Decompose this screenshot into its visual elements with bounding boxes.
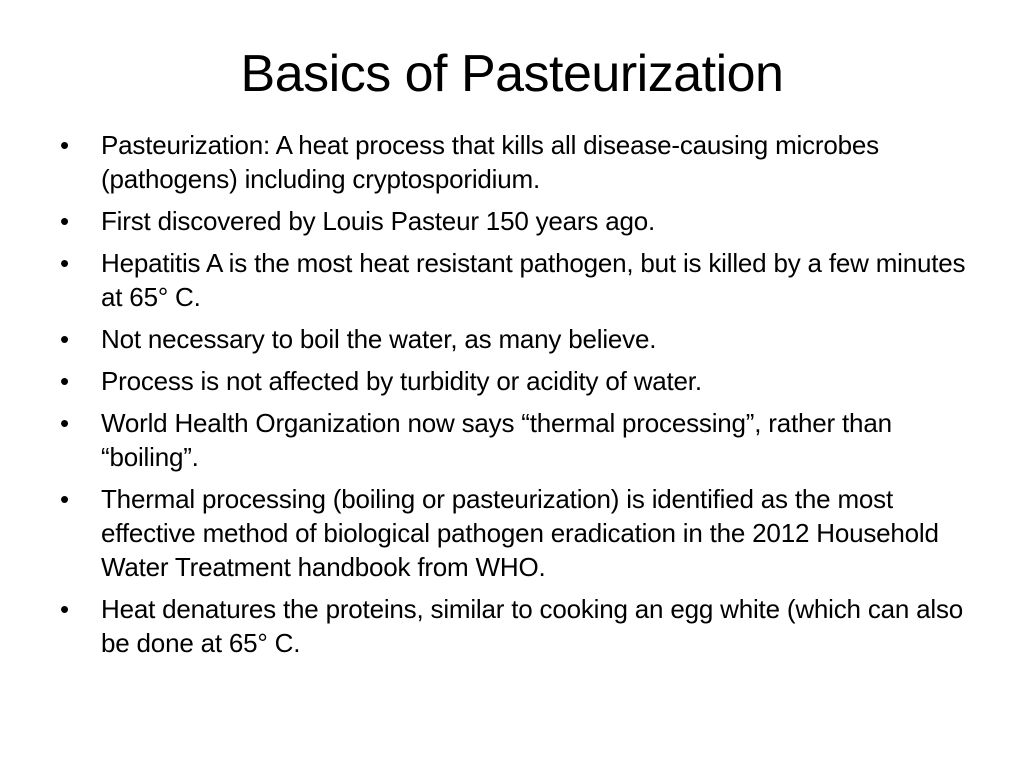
bullet-item [58,322,968,356]
bullet-icon: • [60,248,69,278]
bullet-item [58,364,968,398]
bullet-icon: • [60,594,69,624]
bullet-list [58,128,968,668]
bullet-text: Thermal processing (boiling or pasteurization) is identified as the most effective method of biological pathogen eradication in the 2012 Household Water Treatment handbook from WHO. [101,484,939,582]
bullet-text: Not necessary to boil the water, as many believe. [101,324,657,354]
bullet-item [58,482,968,584]
bullet-text: First discovered by Louis Pasteur 150 years ago. [101,206,656,236]
bullet-text: World Health Organization now says “thermal processing”, rather than “boiling”. [101,408,892,472]
bullet-text: Process is not affected by turbidity or acidity of water. [101,366,702,396]
bullet-text: Heat denatures the proteins, similar to cooking an egg white (which can also be done at 65° C. [101,594,964,658]
bullet-item [58,246,968,314]
bullet-icon: • [60,324,69,354]
bullet-icon: • [60,206,69,236]
bullet-item [58,128,968,196]
bullet-icon: • [60,408,69,438]
bullet-icon: • [60,484,69,514]
bullet-icon: • [60,366,69,396]
bullet-item [58,204,968,238]
bullet-icon: • [60,130,69,160]
bullet-text: Hepatitis A is the most heat resistant pathogen, but is killed by a few minutes at 65° C. [101,248,966,312]
bullet-item [58,592,968,660]
slide-title: Basics of Pasteurization [240,45,784,103]
bullet-item [58,406,968,474]
bullet-text: Pasteurization: A heat process that kills all disease-causing microbes (pathogens) including cryptosporidium. [101,130,879,194]
